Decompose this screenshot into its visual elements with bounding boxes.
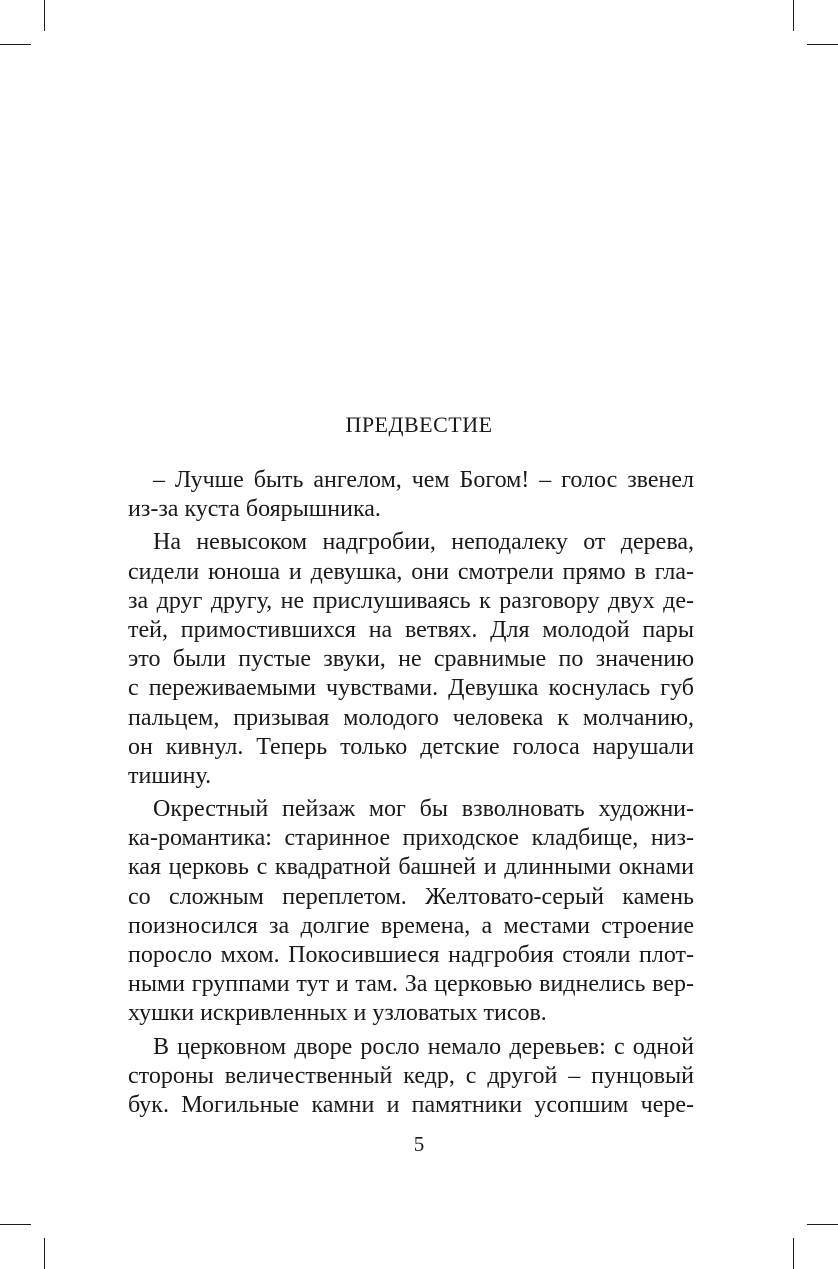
paragraph-2 — [128, 528, 694, 791]
text-line: бук. Могильные камни и памятники усопшим чере- — [128, 1091, 694, 1118]
crop-mark-bottom-left-h — [0, 1224, 31, 1225]
text-line: кая церковь с квадратной башней и длинными окнами — [128, 854, 694, 881]
text-line: пальцем, призывая молодого человека к молчанию, — [128, 704, 694, 731]
body-text — [128, 466, 694, 1124]
crop-mark-top-right-h — [807, 44, 838, 45]
text-line: тишину. — [128, 762, 212, 789]
crop-mark-top-left-h — [0, 44, 31, 45]
page-number: 5 — [413, 1132, 425, 1156]
text-line: из-за куста боярышника. — [128, 496, 381, 523]
crop-mark-bottom-left — [44, 1238, 45, 1269]
text-line: со сложным переплетом. Желтовато-серый камень — [128, 883, 694, 910]
text-line: он кивнул. Теперь только детские голоса нарушали — [128, 733, 694, 760]
text-line: ка-романтика: старинное приходское кладбище, низ- — [128, 825, 694, 852]
text-line: хушки искривленных и узловатых тисов. — [128, 1000, 547, 1027]
paragraph-1 — [128, 466, 694, 524]
text-line: ными группами тут и там. За церковью виднелись вер- — [128, 971, 694, 998]
text-line: стороны величественный кедр, с другой – пунцовый — [128, 1062, 694, 1089]
crop-mark-top-left — [44, 0, 45, 31]
text-line: поизносился за долгие времена, а местами строение — [128, 912, 694, 939]
chapter-title: ПРЕДВЕСТИЕ — [345, 412, 493, 437]
paragraph-3 — [128, 795, 694, 1029]
text-line: сидели юноша и девушка, они смотрели прямо в гла- — [128, 558, 694, 585]
text-line: На невысоком надгробии, неподалеку от дерева, — [153, 529, 694, 556]
crop-mark-bottom-right — [793, 1238, 794, 1269]
crop-mark-bottom-right-h — [807, 1224, 838, 1225]
paragraph-4 — [128, 1033, 694, 1121]
text-line: за друг другу, не прислушиваясь к разговору двух де- — [128, 587, 694, 614]
text-line: с переживаемыми чувствами. Девушка коснулась губ — [128, 675, 694, 702]
text-line: В церковном дворе росло немало деревьев: с одной — [153, 1033, 694, 1060]
text-line: поросло мхом. Покосившиеся надгробия стояли плот- — [128, 942, 694, 968]
text-line: тей, примостившихся на ветвях. Для молодой пары — [128, 616, 694, 643]
text-line: – Лучше быть ангелом, чем Богом! – голос звенел — [153, 467, 694, 493]
text-line: это были пустые звуки, не сравнимые по значению — [128, 646, 694, 673]
text-line: Окрестный пейзаж мог бы взволновать художни- — [153, 796, 694, 823]
crop-mark-top-right — [793, 0, 794, 31]
